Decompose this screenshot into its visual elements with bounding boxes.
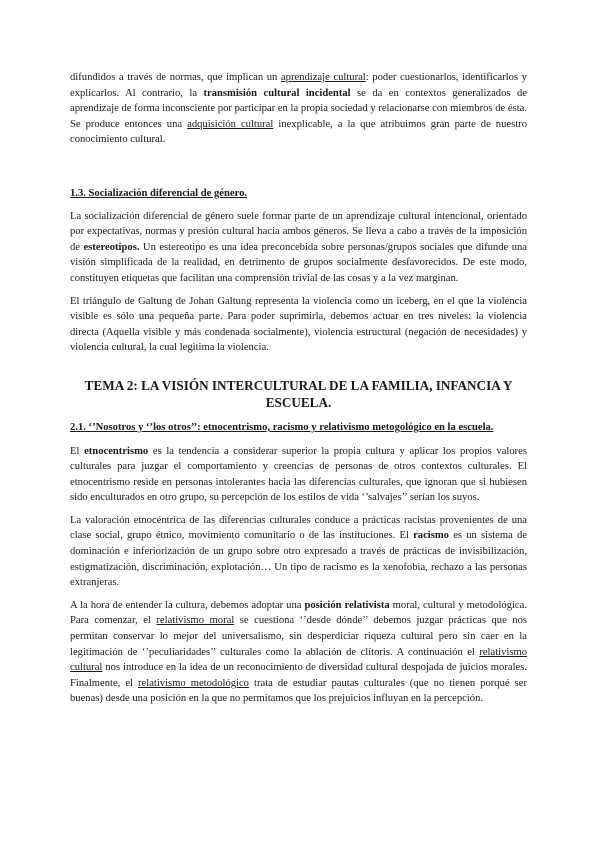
text-run: nos introduce en la idea de un reconocimiento de diversidad cultural despojada de juicios morales. Finalmente, el [70, 662, 527, 689]
term-estereotipos: estereotipos. [83, 241, 140, 253]
text-run: : poder cuestionarlos, identificarlos y explicarlos. Al contrario, la [70, 72, 527, 99]
text-run: difundidos a través de normas, que implican un [70, 72, 281, 83]
term-relativismo-moral: relativismo moral [156, 615, 235, 627]
etnocentrismo-paragraph [70, 444, 527, 506]
text-run: A la hora de entender la cultura, debemos adoptar una [70, 599, 305, 611]
text-run: es un sistema de dominación e inferiorización de un grupo sobre otro expresado a través de prácticas de invisibilización, estigmatización, discriminación, explotación… Un tipo de racismo es la xenofobia, rechazo a las personas extranjeras. [70, 530, 527, 589]
racismo-paragraph [70, 513, 527, 591]
galtung-paragraph: El triángulo de Galtung de Johan Galtung representa la violencia como un iceberg, en el que la violencia visible es sólo una pequeña parte. Para poder suprimirla, debemos actuar en tres niveles: la violencia directa (Aquella visible y más condenada socialmente), violencia estructural (negación de necesidades) y violencia cultural, la cual legitima la violencia. [70, 295, 527, 354]
section-heading-2-1: 2.1. ‘’Nosotros y ‘’los otros’’: etnocentrismo, racismo y relativismo metogológico en la escuela. [70, 421, 494, 433]
text-run: inexplicable, a la que atribuimos gran parte de nuestro conocimiento cultural. [70, 118, 527, 146]
term-posicion-relativista: posición relativista [304, 599, 390, 611]
text-run: Un estereotipo es una idea preconcebida sobre personas/grupos sociales que difunde una visión simplificada de la realidad, en detrimento de grupos socialmente desfavorecidos. De este modo, constituyen etiquetas que facilitan una comprensión trivial de las cosas y a la vez marginan. [70, 241, 527, 284]
text-run: se cuestiona ‘’desde dónde’’ debemos juzgar prácticas que nos permitan conservar lo mejor del universalismo, sin desperdiciar riqueza cultural pero sin caer en la legitimación de ‘’peculiaridades’’ culturales como la ablación de clítoris. A continuación el [70, 615, 527, 658]
term-transmision-incidental: transmisión cultural incidental [203, 87, 351, 99]
tema-2-title: TEMA 2: LA VISIÓN INTERCULTURAL DE LA FAMILIA, INFANCIA Y ESCUELA. [84, 377, 513, 410]
document-page [70, 70, 527, 714]
term-relativismo-metodologico: relativismo metodológico [138, 677, 249, 689]
genero-paragraph [70, 209, 527, 287]
section-heading-1-3: 1.3. Socialización diferencial de género. [70, 187, 248, 199]
relativismo-paragraph [70, 598, 527, 707]
term-adquisicion-cultural: adquisición cultural [187, 118, 274, 130]
text-run: es la tendencia a considerar superior la propia cultura y aplicar los propios valores culturales para juzgar el comportamiento y creencias de personas de otros contextos culturales. El etnocentrismo reside en personas intolerantes hacia las diferencias culturales, que ignoran que si hubiesen sido enculturados en otro grupo, su percepción de los estilos de vida ‘’salvajes’’ serían los suyos. [70, 445, 527, 504]
text-run: La socialización diferencial de género suele formar parte de un aprendizaje cultural intencional, orientado por expectativas, normas y presión cultural hacia ambos géneros. Se lleva a cabo a través de la imposición de [70, 210, 527, 253]
intro-paragraph [70, 70, 527, 148]
text-run: trata de estudiar pautas culturales (que no tienen porqué ser buenas) desde una posición en la que no permitamos que los prejuicios influyan en la percepción. [70, 677, 527, 705]
term-relativismo-cultural: relativismo cultural [70, 646, 527, 674]
term-racismo: racismo [413, 530, 449, 542]
term-aprendizaje-cultural: aprendizaje cultural [280, 72, 366, 83]
text-run: moral, cultural y metodológica. Para comenzar, el [70, 599, 527, 627]
term-etnocentrismo: etnocentrismo [84, 445, 149, 457]
text-run: El [70, 445, 85, 457]
text-run: se da en contextos generalizados de aprendizaje de forma inconsciente por participar en la propia sociedad y relacionarse con miembros de ésta. Se produce entonces una [70, 87, 527, 130]
text-run: La valoración etnocéntrica de las diferencias culturales conduce a prácticas racistas provenientes de una clase social, grupo étnico, movimiento comunitario o de las instituciones. El [70, 514, 527, 542]
